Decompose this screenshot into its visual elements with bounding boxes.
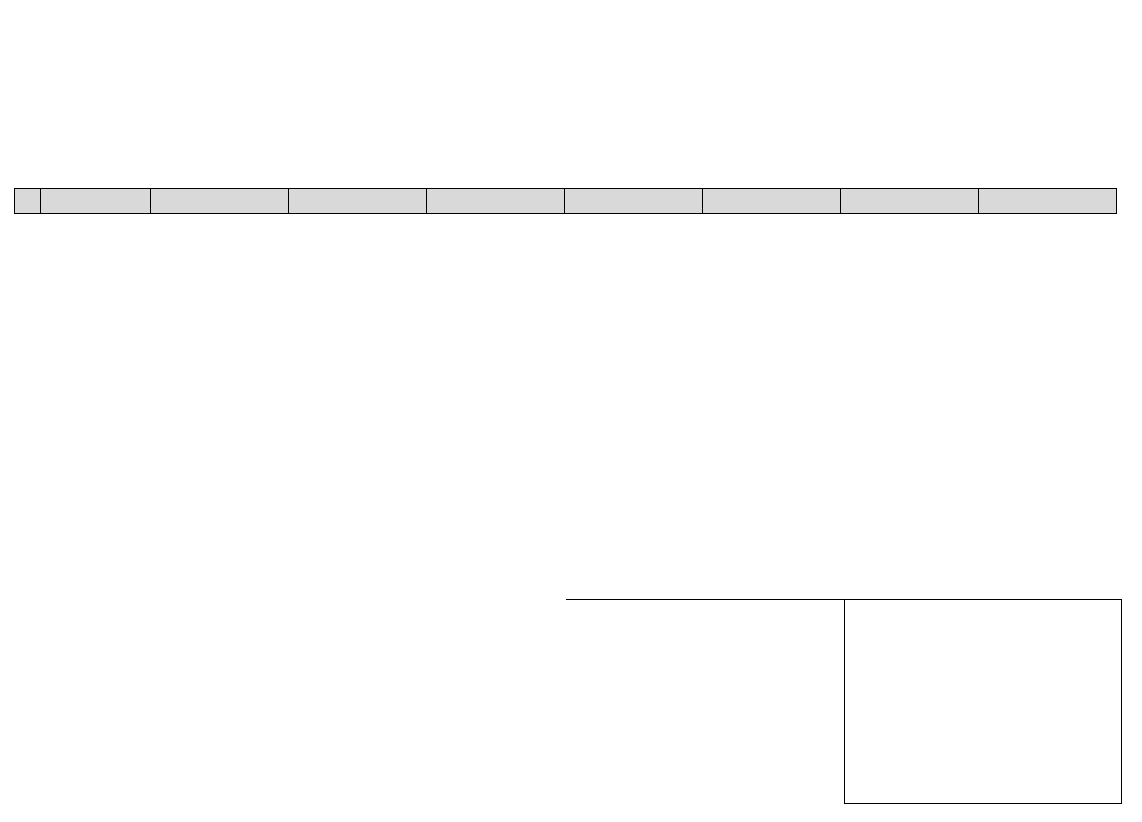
header-row [15,189,1117,214]
column-header [841,189,979,214]
column-header [289,189,427,214]
column-header [427,189,565,214]
column-header [979,189,1117,214]
schedule-table-1 [14,188,1117,214]
column-header [41,189,151,214]
extra-activity-box [566,599,844,803]
column-header [565,189,703,214]
column-header [703,189,841,214]
column-header [15,189,41,214]
column-header [151,189,289,214]
replacement-box [844,599,1122,804]
